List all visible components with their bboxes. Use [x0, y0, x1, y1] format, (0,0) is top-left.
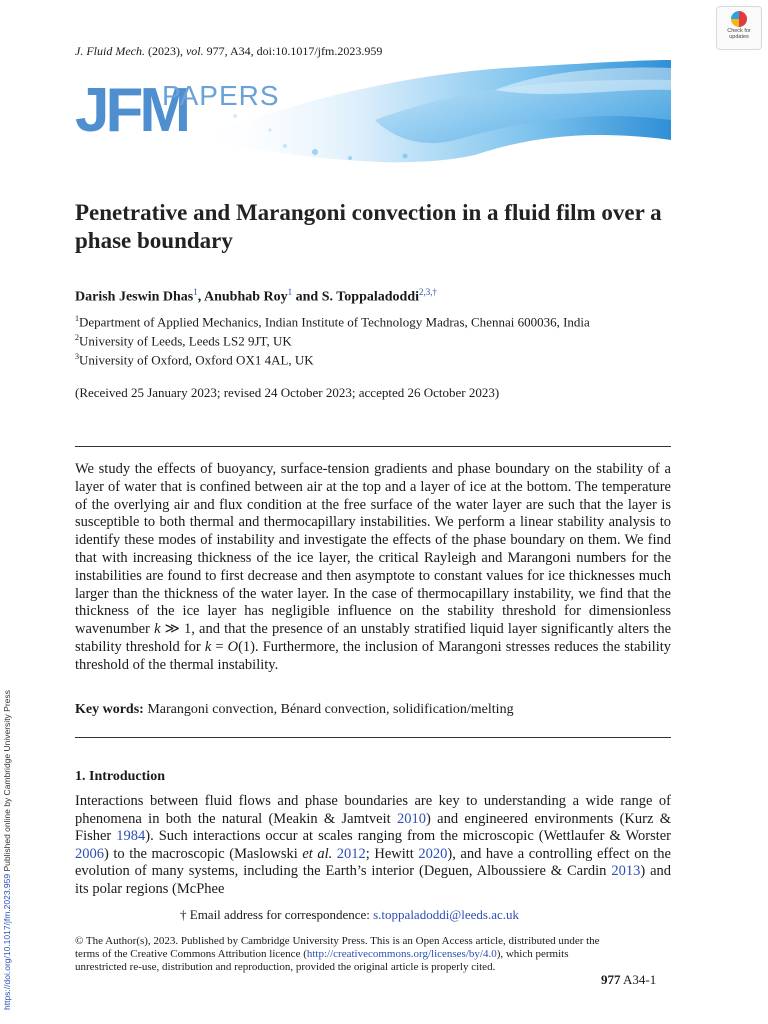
page-number: 977 A34-1 [601, 972, 657, 987]
journal-year: (2023), [147, 44, 183, 58]
crossmark-icon [731, 11, 747, 27]
citation-link[interactable]: 1984 [116, 828, 146, 845]
author-name: S. Toppaladoddi [321, 289, 420, 305]
badge-line-2: updates [729, 34, 749, 40]
affiliation-ref[interactable]: 1 [287, 287, 293, 297]
keywords [75, 702, 514, 718]
received-dates: (Received 25 January 2023; revised 24 October 2023; accepted 26 October 2023) [75, 385, 500, 400]
author-list: Darish Jeswin Dhas$^1$, Anubhab Roy$^1$ and S. Toppaladoddi$^{2,3,\dagger}$ [75, 287, 438, 305]
introduction-text: Interactions between fluid flows and phase boundaries are key to understanding a wide range of phenomena in both the natural (Meakin & Jamtveit 2010) and engineered environments (Kurz & Fisher 1984). Such interactions occur at scales ranging from the microscopic (Wettlaufer & Worster 2006) to the macroscopic (Maslowski et al. 2012; Hewitt 2020), and have a controlling effect on the evolution of many systems, including the Earth’s interior (Deguen, Alboussiere & Cardin 2013) and its polar regions (McPhee [75, 793, 672, 897]
citation-link[interactable]: 2006 [75, 845, 104, 862]
doi-link[interactable]: https://doi.org/10.1017/jfm.2023.959 [2, 873, 12, 1010]
author-name: Darish Jeswin Dhas [75, 289, 194, 305]
divider [75, 737, 671, 738]
author-name: Anubhab Roy [203, 289, 288, 305]
journal-volume-doi: 977, A34, doi:10.1017/jfm.2023.959 [206, 44, 383, 58]
correspondence-dagger[interactable]: † [432, 287, 438, 297]
affiliation-ref[interactable]: 2,3, [419, 287, 433, 297]
citation-link[interactable]: 2010 [396, 810, 426, 827]
keywords-list: Marangoni convection, Bénard convection, solidification/melting [143, 702, 514, 717]
papers-label: PAPERS [162, 80, 280, 111]
abstract: We study the effects of buoyancy, surface-tension gradients and phase boundary on the stability of a layer of water that is confined between air at the top and a layer of ice at the bottom. The temperature of the overlying air and flux condition at the free surface of the water layer are such that the layer is susceptible to both thermal and thermocapillary instabilities. We perform a linear stability analysis to identify these modes of instability and investigate the effects of the phase boundary on them. We find that with increasing thickness of the ice layer, the critical Rayleigh and Marangoni numbers for the instabilities are found to first decrease and then asymptote to constant values for ice thicknesses much larger than the thickness of the water layer. In the case of thermocapillary instability, we find that the thickness of the ice layer has negligible influence on the stability threshold for dimensionless wavenumber k ≫ 1, and that the presence of an unstably stratified liquid layer significantly alters the stability threshold for k = O(1). Furthermore, the inclusion of Marangoni stresses reduces the stability threshold of the thermal instability. [75, 461, 672, 673]
correspondence-footnote: † Email address for correspondence: s.toppaladoddi@leeds.ac.uk [180, 907, 520, 922]
journal-vol-label: vol. [185, 44, 204, 58]
published-online-sidebar: https://doi.org/10.1017/jfm.2023.959 Published online by Cambridge University Press [2, 690, 12, 1010]
citation-link[interactable]: 2013 [611, 863, 641, 880]
affiliation-ref[interactable]: 1 [193, 287, 198, 297]
affiliation: $^3$University of Oxford, Oxford OX1 4AL, UK [75, 352, 314, 368]
email-link[interactable]: s.toppaladoddi@leeds.ac.uk [373, 907, 520, 922]
divider [75, 446, 671, 447]
journal-name: J. Fluid Mech. [75, 44, 145, 58]
license-link[interactable]: http://creativecommons.org/licenses/by/4.0 [306, 948, 497, 960]
license-text: © The Author(s), 2023. Published by Cambridge University Press. This is an Open Access article, distributed under the terms of the Creative Commons Attribution licence (http://creativecommons.org/licenses/by/4.0), which permits unrestricted re-use, distribution and reproduction, provided the original article is properly cited. [75, 935, 600, 973]
citation-link[interactable]: 2020 [418, 845, 448, 862]
affiliation: $^1$Department of Applied Mechanics, Indian Institute of Technology Madras, Chennai 600036, India [75, 314, 590, 330]
journal-citation [75, 44, 382, 59]
article-title: Penetrative and Marangoni convection in a fluid film over a phase boundary [75, 200, 662, 253]
keywords-label: Key words: [75, 702, 144, 717]
jfm-logo: JFM [75, 76, 187, 145]
check-for-updates-button[interactable] [716, 6, 762, 50]
section-heading: 1. Introduction [75, 769, 165, 784]
affiliation: $^2$University of Leeds, Leeds LS2 9JT, UK [75, 333, 292, 349]
citation-link[interactable]: 2012 [336, 845, 366, 862]
badge-line-1: Check for [727, 28, 751, 34]
